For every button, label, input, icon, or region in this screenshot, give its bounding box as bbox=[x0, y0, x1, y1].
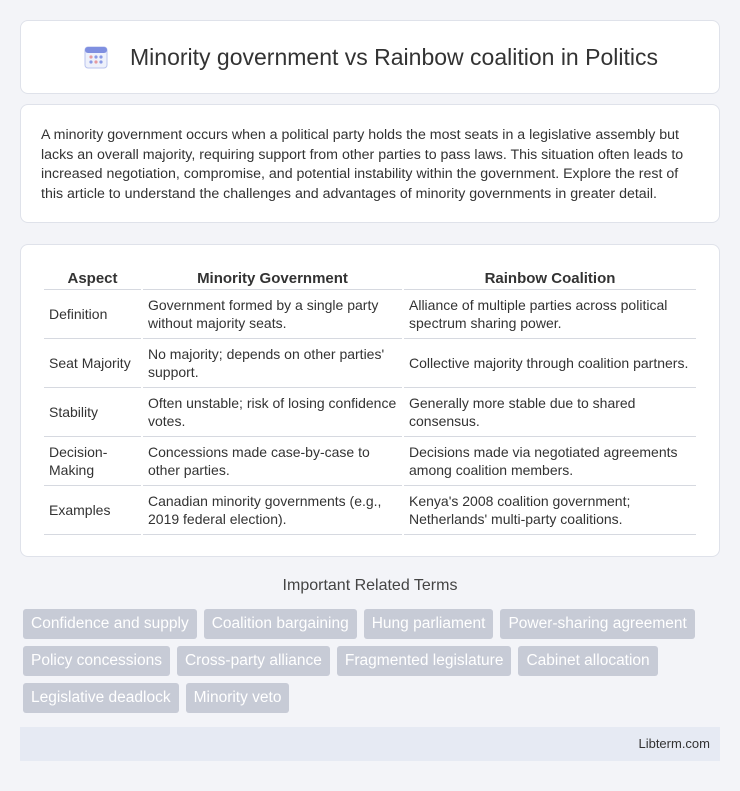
header-minority-government: Minority Government bbox=[143, 267, 402, 290]
related-terms-title: Important Related Terms bbox=[282, 577, 458, 594]
calendar-grid-icon bbox=[82, 43, 110, 71]
related-term-tag[interactable]: Policy concessions bbox=[23, 646, 170, 676]
aspect-cell: Examples bbox=[44, 488, 141, 535]
related-term-tag[interactable]: Coalition bargaining bbox=[204, 609, 357, 639]
rainbow-cell: Collective majority through coalition partners. bbox=[404, 341, 696, 388]
aspect-cell: Stability bbox=[44, 390, 141, 437]
table-header-row bbox=[44, 267, 696, 290]
minority-cell: Often unstable; risk of losing confidence votes. bbox=[143, 390, 402, 437]
related-term-tag[interactable]: Fragmented legislature bbox=[337, 646, 512, 676]
page-title: Minority government vs Rainbow coalition in Politics bbox=[130, 43, 658, 70]
intro-text: A minority government occurs when a political party holds the most seats in a legislative assembly but lacks an overall majority, requiring support from other parties to pass laws. This situation often leads to increased negotiation, compromise, and potential instability within the government. Explore the rest of this article to understand the challenges and advantages of minority governments in greater detail. bbox=[41, 127, 684, 202]
related-term-tag[interactable]: Cross-party alliance bbox=[177, 646, 330, 676]
related-term-tag[interactable]: Legislative deadlock bbox=[23, 683, 179, 713]
comparison-table bbox=[42, 265, 698, 537]
footer-site-link[interactable]: Libterm.com bbox=[638, 736, 710, 751]
table-row bbox=[44, 341, 696, 388]
rainbow-cell: Alliance of multiple parties across political spectrum sharing power. bbox=[404, 292, 696, 339]
table-row bbox=[44, 439, 696, 486]
aspect-cell: Seat Majority bbox=[44, 341, 141, 388]
minority-cell: Government formed by a single party without majority seats. bbox=[143, 292, 402, 339]
intro-card bbox=[20, 104, 720, 223]
related-term-tag[interactable]: Cabinet allocation bbox=[518, 646, 657, 676]
rainbow-cell: Decisions made via negotiated agreements among coalition members. bbox=[404, 439, 696, 486]
footer bbox=[20, 727, 720, 761]
rainbow-cell: Generally more stable due to shared consensus. bbox=[404, 390, 696, 437]
related-term-tag[interactable]: Power-sharing agreement bbox=[500, 609, 694, 639]
minority-cell: No majority; depends on other parties' support. bbox=[143, 341, 402, 388]
aspect-cell: Definition bbox=[44, 292, 141, 339]
minority-cell: Canadian minority governments (e.g., 2019 federal election). bbox=[143, 488, 402, 535]
table-row bbox=[44, 488, 696, 535]
comparison-card bbox=[20, 244, 720, 557]
rainbow-cell: Kenya's 2008 coalition government; Netherlands' multi-party coalitions. bbox=[404, 488, 696, 535]
header-aspect: Aspect bbox=[44, 267, 141, 290]
header-rainbow-coalition: Rainbow Coalition bbox=[404, 267, 696, 290]
table-row bbox=[44, 292, 696, 339]
related-terms-list bbox=[23, 609, 723, 720]
related-term-tag[interactable]: Confidence and supply bbox=[23, 609, 197, 639]
related-term-tag[interactable]: Minority veto bbox=[186, 683, 290, 713]
minority-cell: Concessions made case-by-case to other parties. bbox=[143, 439, 402, 486]
table-row bbox=[44, 390, 696, 437]
title-card bbox=[20, 20, 720, 94]
related-term-tag[interactable]: Hung parliament bbox=[364, 609, 494, 639]
aspect-cell: Decision-Making bbox=[44, 439, 141, 486]
